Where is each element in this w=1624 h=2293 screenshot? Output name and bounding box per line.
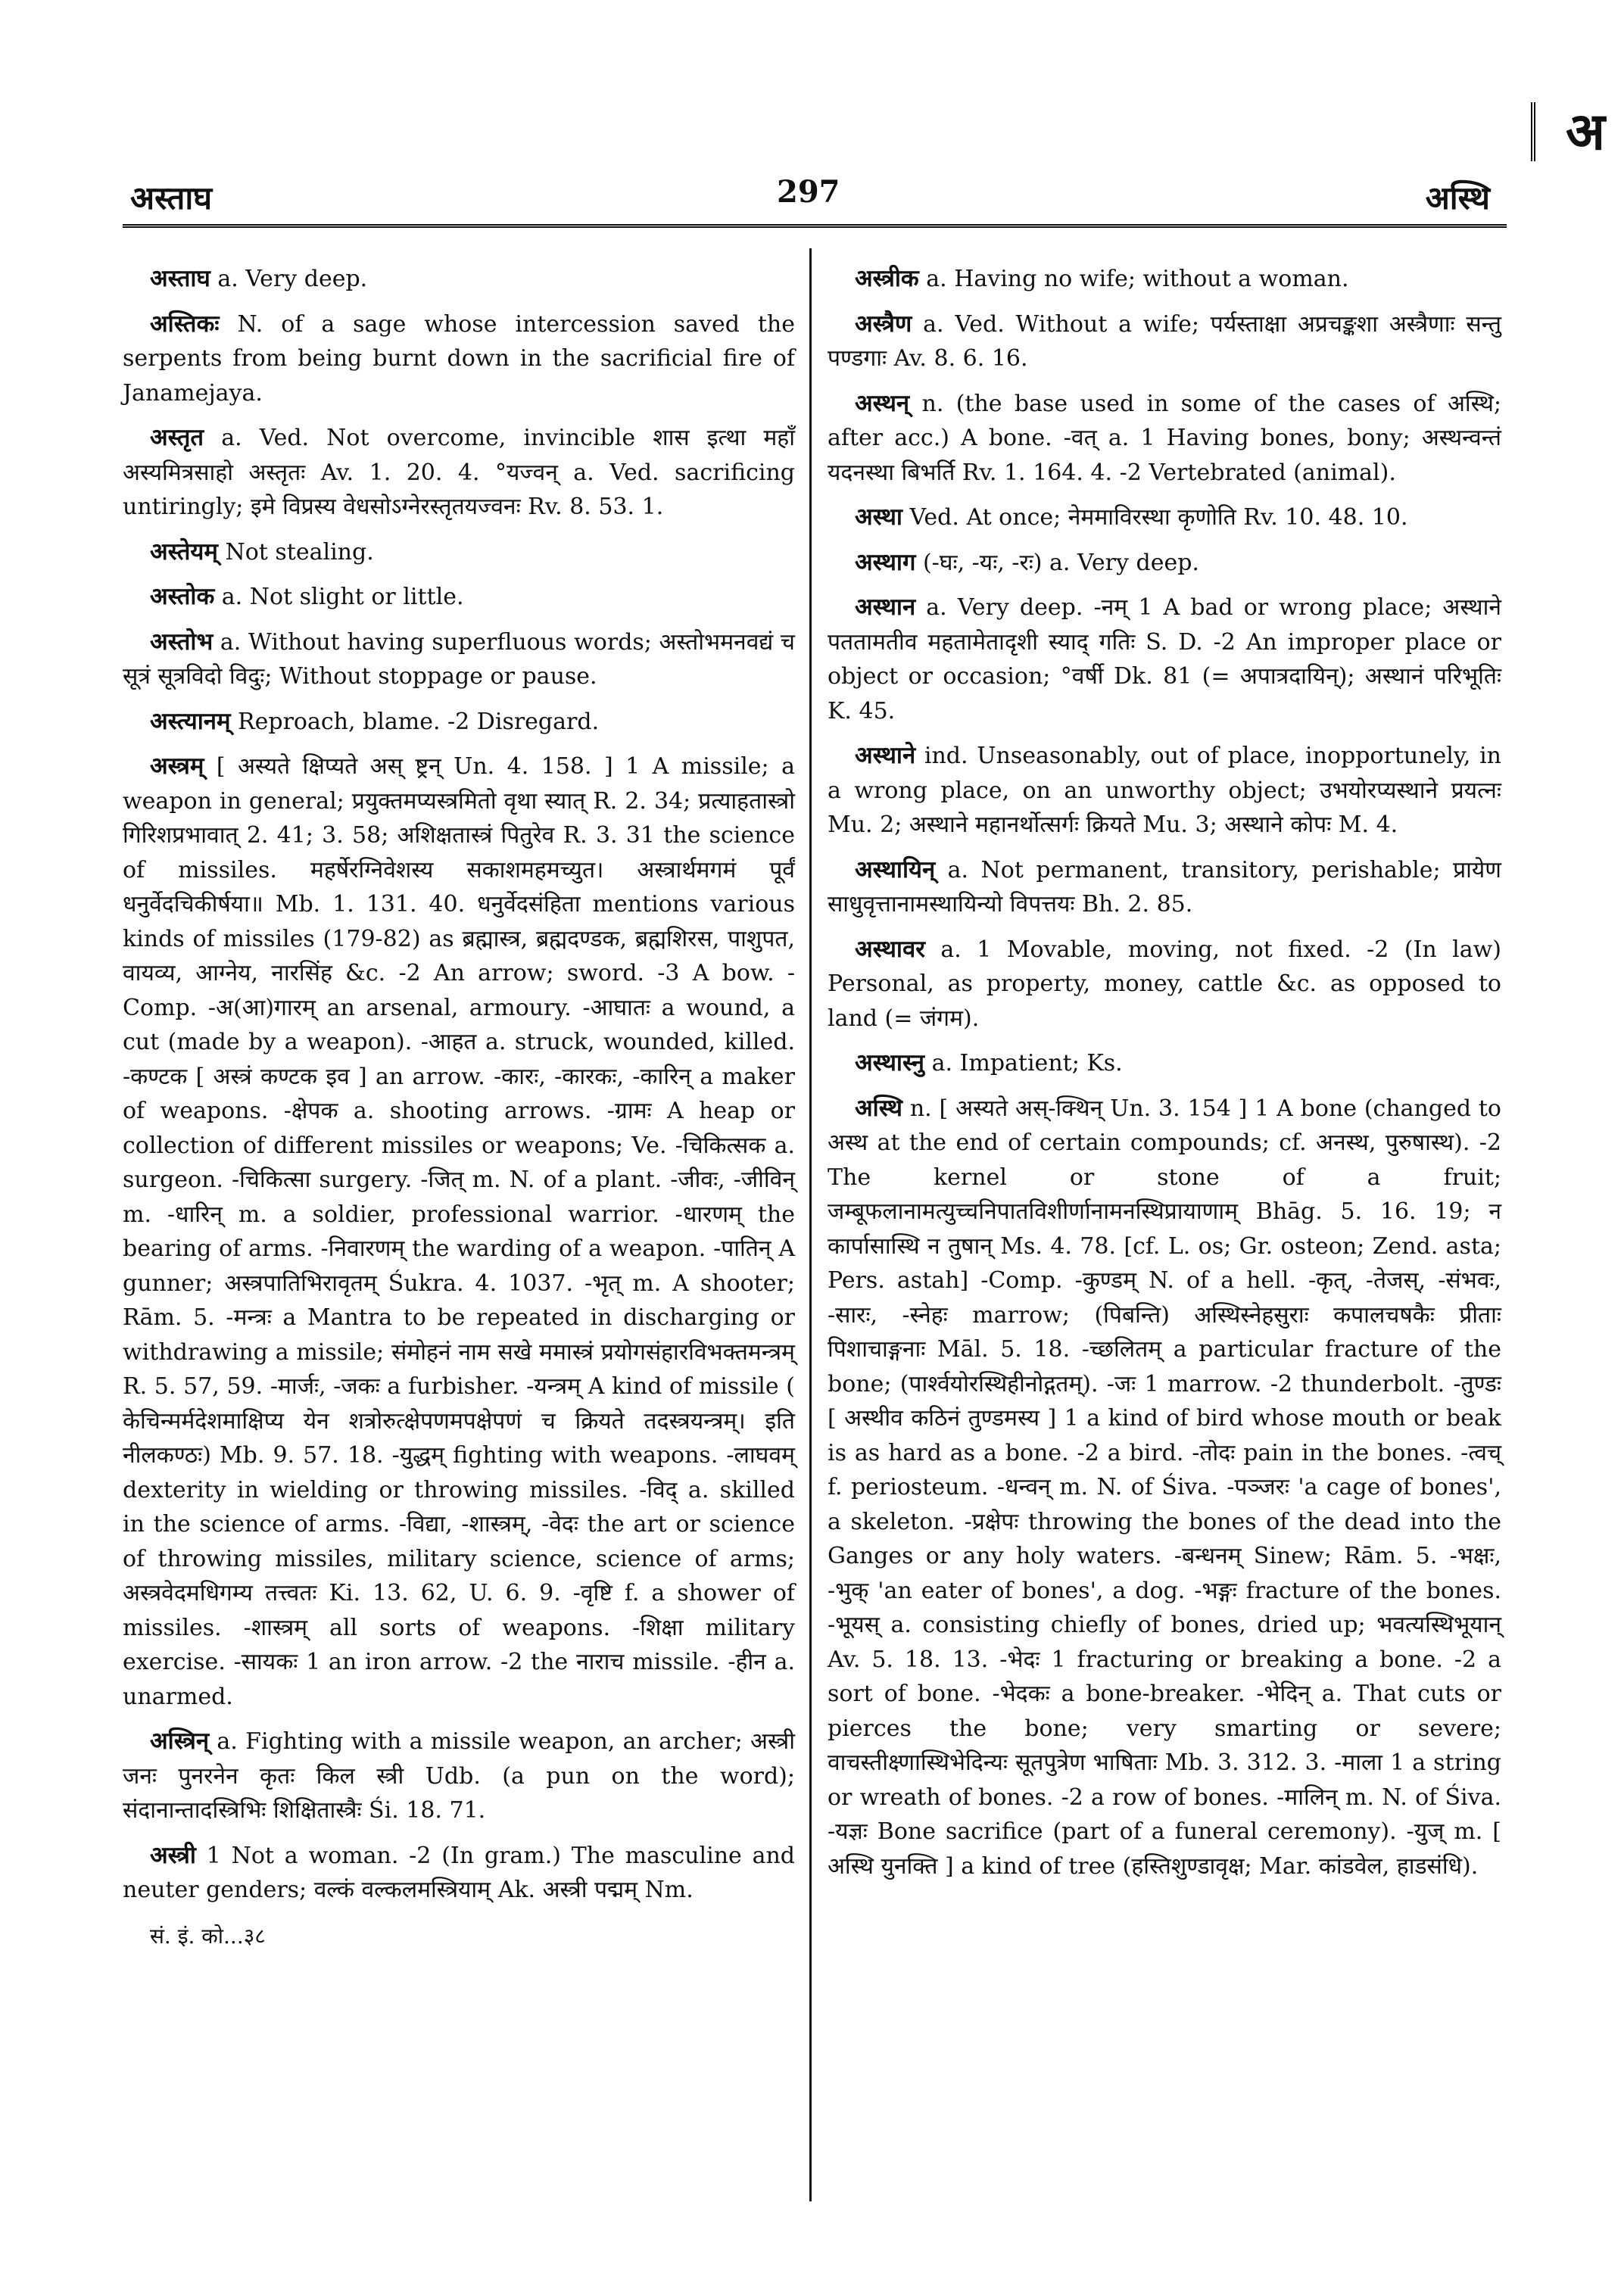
entry-definition: a. Having no wife; without a woman. — [926, 266, 1349, 292]
entry-headword: अस्त्रम् — [150, 752, 204, 780]
right-running-headword: अस्थि — [1425, 179, 1490, 217]
entry-headword: अस्थायिन् — [855, 855, 936, 883]
dictionary-entry — [828, 590, 1501, 728]
entry-headword: अस्तेयम् — [150, 537, 218, 565]
entry-definition: a. 1 Movable, moving, not fixed. -2 (In law) Personal, as property, money, cattle &c. as opposed to land (= जंगम). — [828, 936, 1502, 1032]
entry-definition: 1 Not a woman. -2 (In gram.) The masculine and neuter genders; वल्कं वल्कलमस्त्रियाम् Ak. अस्त्री पद्मम् Nm. — [123, 1842, 795, 1903]
entry-headword: अस्थन् — [855, 389, 910, 417]
dictionary-entry — [828, 262, 1501, 297]
entry-headword: अस्तृत — [150, 424, 204, 451]
entry-headword: अस्थास्नु — [855, 1049, 925, 1076]
right-column — [828, 262, 1501, 1894]
entry-headword: अस्त्यानम् — [150, 707, 231, 735]
dictionary-entry — [828, 307, 1501, 376]
entry-definition: a. Not slight or little. — [221, 584, 464, 610]
thumb-index-tab: अ — [1531, 102, 1605, 161]
entry-headword: अस्त्रैण — [855, 310, 912, 338]
entry-headword: अस्थान — [855, 594, 916, 621]
dictionary-entry — [828, 1046, 1501, 1081]
left-running-headword: अस्ताघ — [130, 179, 213, 217]
dictionary-entry — [828, 853, 1501, 922]
header-rule — [123, 224, 1507, 228]
dictionary-entry — [123, 625, 795, 694]
entry-definition: a. Very deep. -नम् 1 A bad or wrong place; अस्थाने पततामतीव महतामेतादृशी स्याद् गतिः S. D. -2 An improper place or object or occasion; °वर्षी Dk. 81 (= अपात्रदायिन्); अस्थानं परिभूतिः K. 45. — [828, 594, 1501, 724]
entry-definition: a. Fighting with a missile weapon, an archer; अस्त्री जनः पुनरनेन कृतः किल स्त्री Udb. (a pun on the word); संदानान्तादस्त्रिभिः शिक्षितास्त्रैः Śi. 18. 71. — [123, 1728, 795, 1824]
dictionary-entry — [828, 739, 1501, 843]
entry-definition: a. Ved. Not overcome, invincible शास इत्था महाँ अस्यमित्रसाहो अस्तृतः Av. 1. 20. 4. °यज्वन् a. Ved. sacrificing untiringly; इमे विप्रस्य वेधसोऽग्नेरस्तृतयज्वनः Rv. 8. 53. 1. — [123, 425, 795, 520]
entry-headword: अस्थाग — [855, 548, 916, 576]
entry-definition: n. [ अस्यते अस्-क्थिन् Un. 3. 154 ] 1 A bone (changed to अस्थ at the end of certain compounds; cf. अनस्थ, पुरुषास्थ). -2 The kernel or stone of a fruit; जम्बूफलानामत्युच्चनिपातविशीर्णानामनस्थिप्रायाणाम् Bhāg. 5. 16. 19; न कार्पासास्थि न तुषान् Ms. 4. 78. [cf. L. os; Gr. osteon; Zend. asta; Pers. astah] -Comp. -कुण्डम् N. of a hell. -कृत्, -तेजस्, -संभवः, -सारः, -स्नेहः marrow; (पिबन्ति) अस्थिस्नेहसुराः कपालचषकैः प्रीताः पिशाचाङ्गनाः Māl. 5. 18. -च्छलितम् a particular fracture of the bone; (पार्श्वयोरस्थिहीनोद्गतम्). -जः 1 marrow. -2 thunderbolt. -तुण्डः [ अस्थीव कठिनं तुण्डमस्य ] 1 a kind of bird whose mouth or beak is as hard as a bone. -2 a bird. -तोदः pain in the bones. -त्वच् f. periosteum. -धन्वन् m. N. of Śiva. -पञ्जरः 'a cage of bones', a skeleton. -प्रक्षेपः throwing the bones of the dead into the Ganges or any holy waters. -बन्धनम् Sinew; Rām. 5. -भक्षः, -भुक् 'an eater of bones', a dog. -भङ्गः fracture of the bones. -भूयस् a. consisting chiefly of bones, dried up; भवत्यस्थिभूयान् Av. 5. 18. 13. -भेदः 1 fracturing or breaking a bone. -2 a sort of bone. -भेदकः a bone-breaker. -भेदिन् a. That cuts or pierces the bone; very smarting or severe; वाचस्तीक्ष्णास्थिभेदिन्यः सूतपुत्रेण भाषिताः Mb. 3. 312. 3. -माला 1 a string or wreath of bones. -2 a row of bones. -मालिन् m. N. of Śiva. -यज्ञः Bone sacrifice (part of a funeral ceremony). -युज् m. [ अस्थि युनक्ति ] a kind of tree (हस्तिशुण्डावृक्ष; Mar. कांडवेल, हाडसंधि). — [828, 1095, 1501, 1880]
page-number: 297 — [777, 174, 840, 210]
entry-headword: अस्त्री — [150, 1841, 196, 1869]
page-header — [120, 176, 1505, 221]
dictionary-entry — [123, 1839, 795, 1908]
entry-definition: a. Very deep. — [217, 266, 368, 292]
dictionary-entry — [123, 262, 795, 297]
dictionary-entry — [123, 535, 795, 570]
entry-headword: अस्थावर — [855, 935, 925, 963]
dictionary-entry — [123, 307, 795, 411]
dictionary-entry — [828, 546, 1501, 581]
entry-definition: ind. Unseasonably, out of place, inopportunely, in a wrong place, on an unworthy object; उभयोरप्यस्थाने प्रयत्नः Mu. 2; अस्थाने महानर्थोत्सर्गः क्रियते Mu. 3; अस्थाने कोपः M. 4. — [828, 743, 1502, 838]
column-divider — [809, 248, 812, 2201]
entry-headword: अस्त्रीक — [855, 265, 919, 292]
dictionary-entry — [123, 749, 795, 1714]
entry-headword: अस्ताघ — [150, 265, 210, 292]
signature-footnote: सं. इं. को...३८ — [150, 1923, 266, 1949]
dictionary-entry — [828, 1092, 1501, 1884]
left-column — [123, 262, 795, 1950]
entry-headword: अस्था — [855, 503, 902, 531]
entry-headword: अस्थाने — [855, 742, 916, 769]
dictionary-entry — [828, 933, 1501, 1036]
entry-headword: अस्त्रिन् — [150, 1728, 210, 1755]
entry-definition: a. Impatient; Ks. — [931, 1050, 1123, 1076]
dictionary-entry — [123, 1724, 795, 1828]
entry-headword: अस्तोक — [150, 583, 215, 610]
dictionary-entry — [123, 421, 795, 525]
entry-definition: Ved. At once; नेममाविरस्था कृणोति Rv. 10. 48. 10. — [909, 504, 1408, 531]
entry-definition: a. Not permanent, transitory, perishable; प्रायेण साधुवृत्तानामस्थायिन्यो विपत्तयः Bh. 2. 85. — [828, 856, 1501, 918]
entry-headword: अस्तोभ — [150, 628, 214, 656]
entry-headword: अस्थि — [855, 1094, 902, 1122]
dictionary-entry — [828, 500, 1501, 535]
entry-headword: अस्तिकः — [150, 310, 220, 338]
dictionary-entry — [828, 387, 1501, 491]
entry-definition: Not stealing. — [225, 538, 374, 565]
dictionary-entry — [123, 705, 795, 740]
entry-definition: a. Without having superfluous words; अस्तोभमनवद्यं च सूत्रं सूत्रविदो विदुः; Without stoppage or pause. — [123, 628, 795, 690]
entry-definition: Reproach, blame. -2 Disregard. — [238, 708, 600, 735]
dictionary-entry — [123, 580, 795, 615]
entry-definition: [ अस्यते क्षिप्यते अस् ष्ट्रन् Un. 4. 158. ] 1 A missile; a weapon in general; प्रयुक्तमप्यस्त्रमितो वृथा स्यात् R. 2. 34; प्रत्याहतास्त्रो गिरिशप्रभावात् 2. 41; 3. 58; अशिक्षतास्त्रं पितुरेव R. 3. 31 the science of missiles. महर्षेरग्निवेशस्य सकाशमहमच्युत। अस्त्रार्थमगमं पूर्वं धनुर्वेदचिकीर्षया॥ Mb. 1. 131. 40. धनुर्वेदसंहिता mentions various kinds of missiles (179-82) as ब्रह्मास्त्र, ब्रह्मदण्डक, ब्रह्मशिरस, पाशुपत, वायव्य, आग्नेय, नारसिंह &c. -2 An arrow; sword. -3 A bow. -Comp. -अ(आ)गारम् an arsenal, armoury. -आघातः a wound, a cut (made by a weapon). -आहत a. struck, wounded, killed. -कण्टक [ अस्त्रं कण्टक इव ] an arrow. -कारः, -कारकः, -कारिन् a maker of weapons. -क्षेपक a. shooting arrows. -ग्रामः A heap or collection of different missiles or weapons; Ve. -चिकित्सक a. surgeon. -चिकित्सा surgery. -जित् m. N. of a plant. -जीवः, -जीविन् m. -धारिन् m. a soldier, professional warrior. -धारणम् the bearing of arms. -निवारणम् the warding of a weapon. -पातिन् A gunner; अस्त्रपातिभिरावृतम् Śukra. 4. 1037. -भृत् m. A shooter; Rām. 5. -मन्त्रः a Mantra to be repeated in discharging or withdrawing a missile; संमोहनं नाम सखे ममास्त्रं प्रयोगसंहारविभक्तमन्त्रम् R. 5. 57, 59. -मार्जः, -जकः a furbisher. -यन्त्रम् A kind of missile ( केचिन्मर्मदेशमाक्षिप्य येन शत्रोरुत्क्षेपणमपक्षेपणं च क्रियते तदस्त्रयन्त्रम्। इति नीलकण्ठः) Mb. 9. 57. 18. -युद्धम् fighting with weapons. -लाघवम् dexterity in wielding or throwing missiles. -विद् a. skilled in the science of arms. -विद्या, -शास्त्रम्, -वेदः the art or science of throwing missiles, military science, science of arms; अस्त्रवेदमधिगम्य तत्त्वतः Ki. 13. 62, U. 6. 9. -वृष्टि f. a shower of missiles. -शास्त्रम् all sorts of weapons. -शिक्षा military exercise. -सायकः 1 an iron arrow. -2 the नाराच missile. -हीन a. unarmed. — [123, 753, 795, 1710]
entry-definition: N. of a sage whose intercession saved the serpents from being burnt down in the sacrificial fire of Janamejaya. — [123, 310, 795, 407]
entry-definition: a. Ved. Without a wife; पर्यस्ताक्षा अप्रचङ्कशा अस्त्रैणाः सन्तु पण्डगाः Av. 8. 6. 16. — [828, 310, 1501, 372]
entry-definition: n. (the base used in some of the cases of अस्थि; after acc.) A bone. -वत् a. 1 Having bones, bony; अस्थन्वन्तं यदनस्था बिभर्ति Rv. 1. 164. 4. -2 Vertebrated (animal). — [828, 390, 1501, 486]
entry-definition: (-घः, -यः, -रः) a. Very deep. — [922, 549, 1199, 576]
